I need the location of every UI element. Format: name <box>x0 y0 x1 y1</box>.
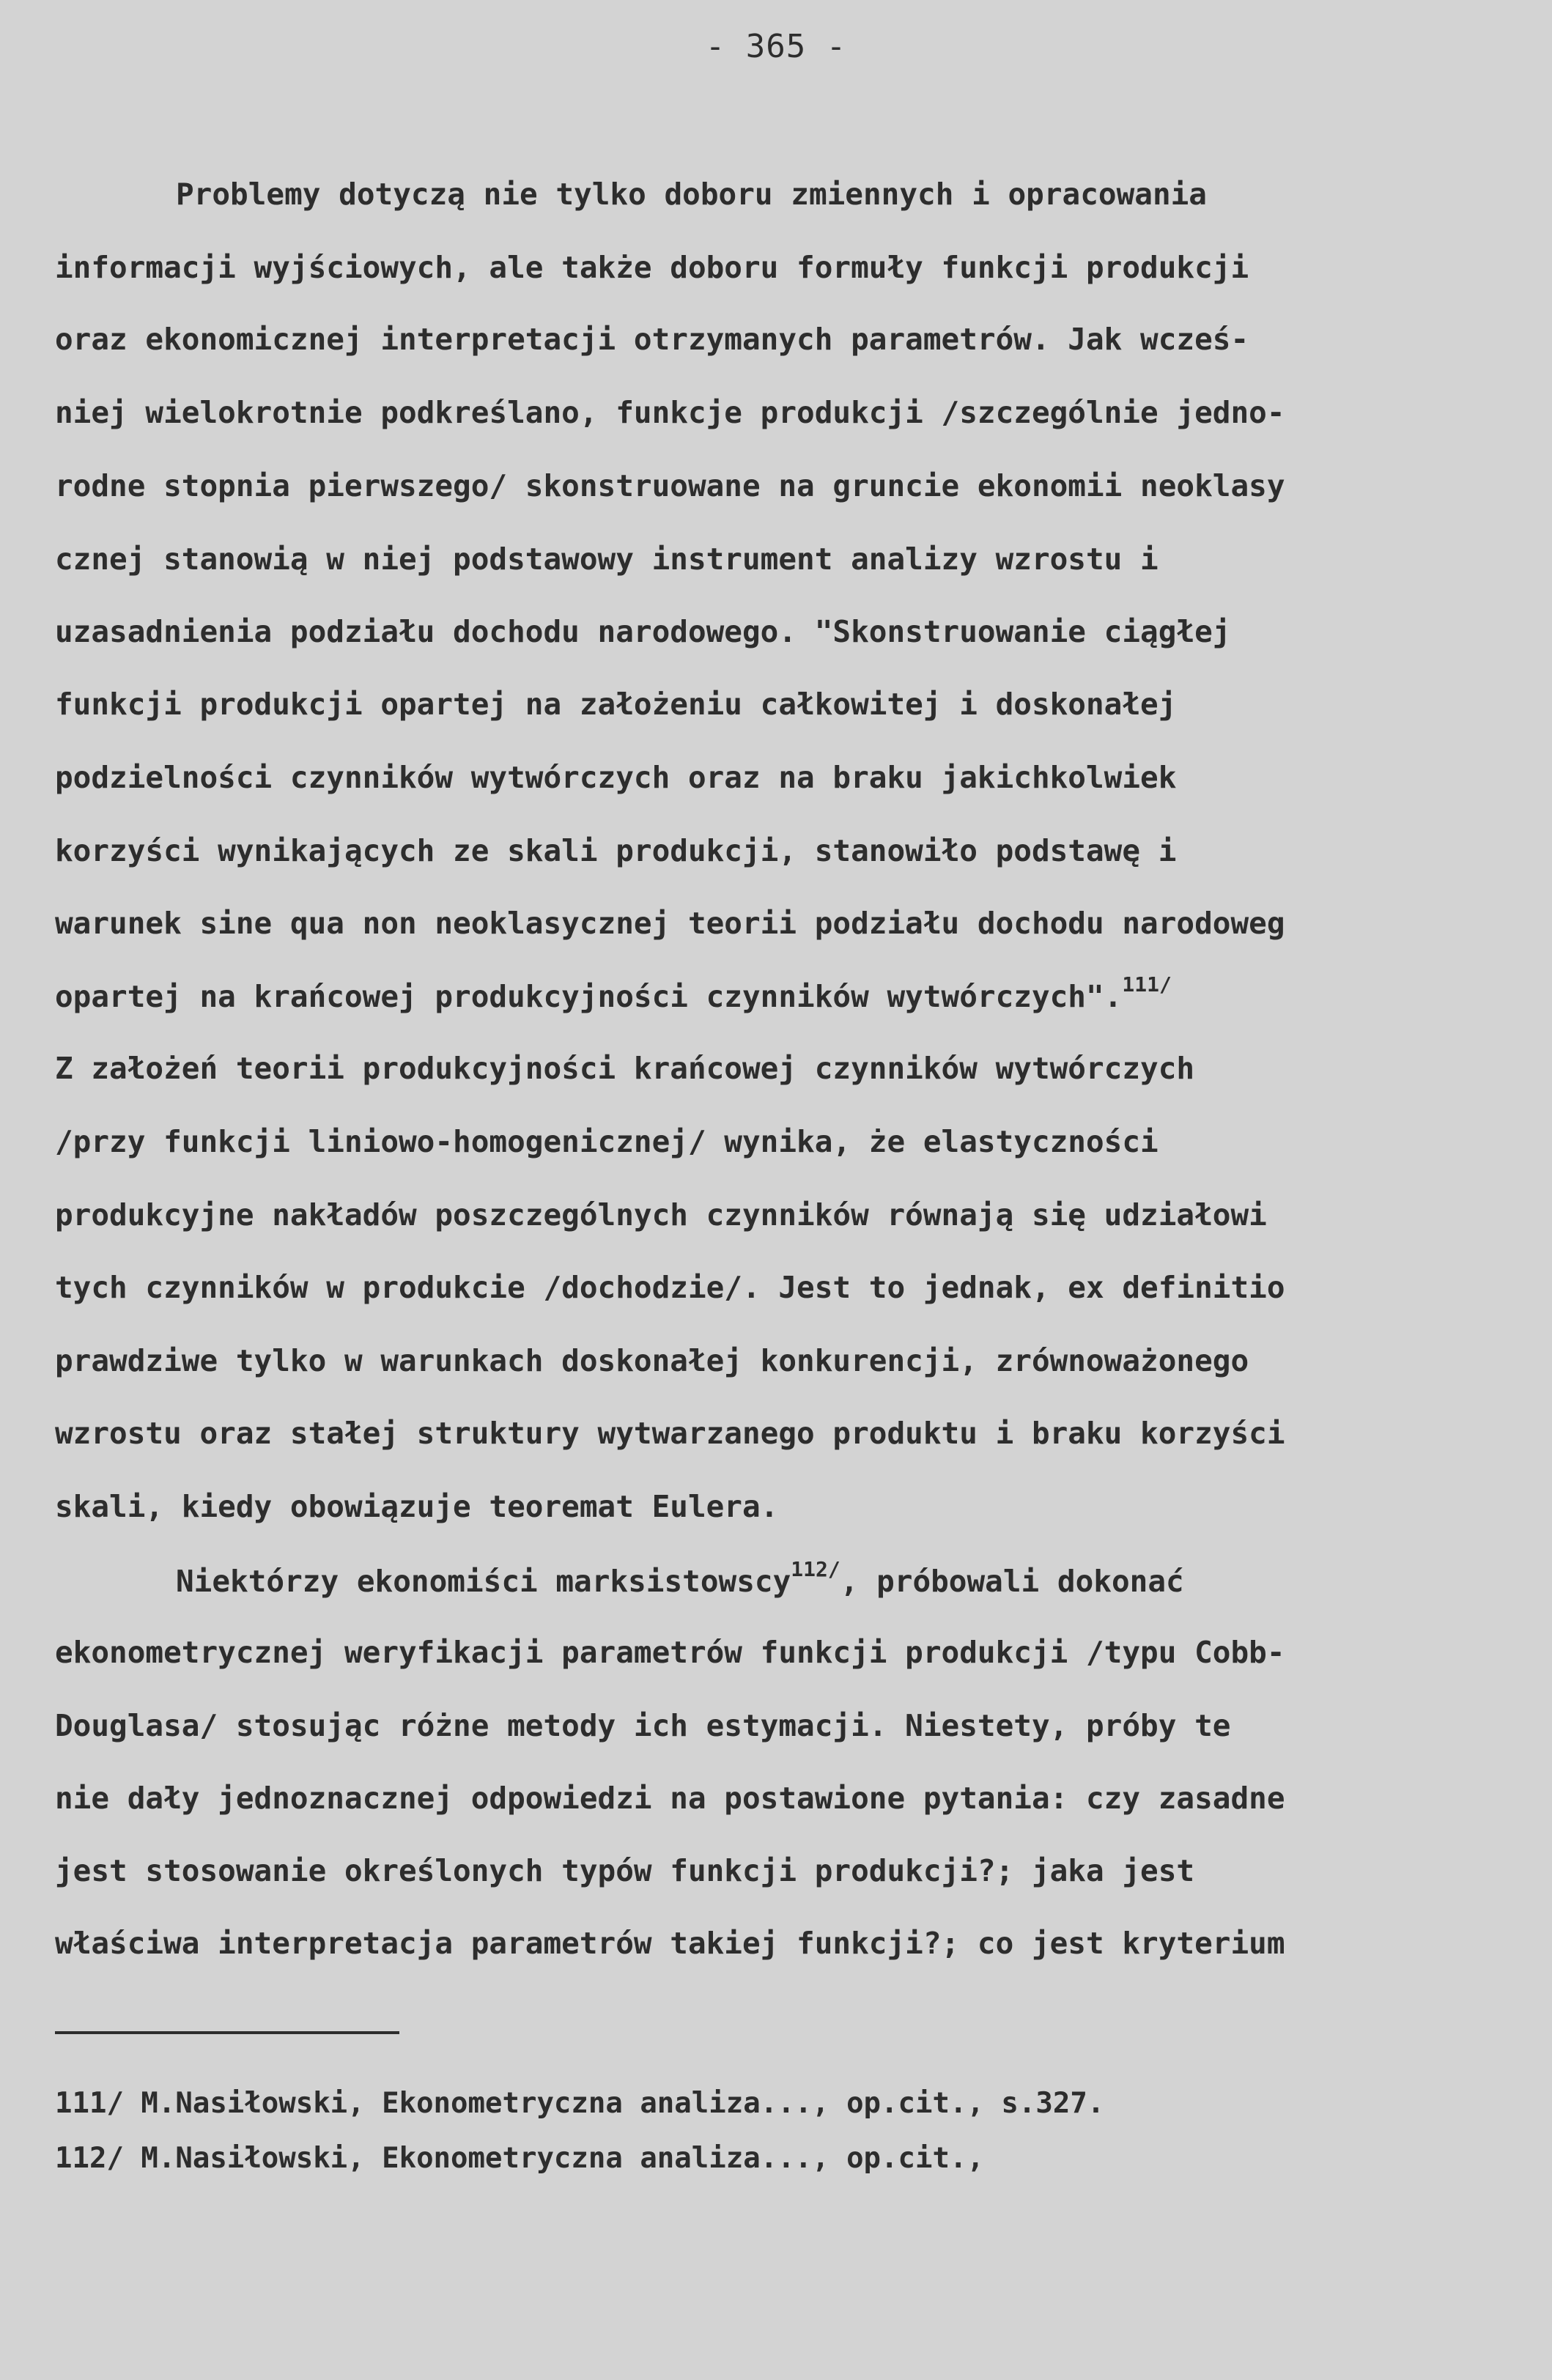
text-line: informacji wyjściowych, ale także doboru formuły funkcji produkcji <box>55 250 1249 285</box>
text-line: warunek sine qua non neoklasycznej teorii podziału dochodu narodoweg <box>55 906 1285 941</box>
text-line: /przy funkcji liniowo-homogenicznej/ wynika, że elastyczności <box>55 1124 1159 1159</box>
footnote-111: 111/ M.Nasiłowski, Ekonometryczna analiza..., op.cit., s.327. <box>55 2087 1105 2120</box>
text-line: cznej stanowią w niej podstawowy instrument analizy wzrostu i <box>55 542 1159 577</box>
text-line: rodne stopnia pierwszego/ skonstruowane na gruncie ekonomii neoklasy <box>55 468 1285 503</box>
text-line: właściwa interpretacja parametrów takiej funkcji?; co jest kryterium <box>55 1926 1285 1961</box>
text-line: nie dały jednoznacznej odpowiedzi na postawione pytania: czy zasadne <box>55 1781 1285 1816</box>
text-line-with-footnote-ref <box>176 1559 1552 1603</box>
text-line-with-footnote-ref <box>55 972 1552 1019</box>
text-line: funkcji produkcji opartej na założeniu całkowitej i doskonałej <box>55 687 1177 722</box>
text-line: Douglasa/ stosując różne metody ich estymacji. Niestety, próby te <box>55 1708 1231 1743</box>
text-line: Z założeń teorii produkcyjności krańcowej czynników wytwórczych <box>55 1051 1195 1086</box>
text-line: prawdziwe tylko w warunkach doskonałej konkurencji, zrównoważonego <box>55 1343 1249 1378</box>
text-fragment: opartej na krańcowej produkcyjności czynników wytwórczych". <box>55 979 1123 1014</box>
text-line: korzyści wynikających ze skali produkcji, stanowiło podstawę i <box>55 833 1177 868</box>
text-line: niej wielokrotnie podkreślano, funkcje produkcji /szczególnie jedno- <box>55 395 1285 430</box>
footnote-ref-112: 112/ <box>791 1557 840 1582</box>
text-line: ekonometrycznej weryfikacji parametrów funkcji produkcji /typu Cobb- <box>55 1635 1285 1670</box>
text-line: tych czynników w produkcie /dochodzie/. Jest to jednak, ex definitio <box>55 1270 1285 1305</box>
page-number: - 365 - <box>705 28 847 65</box>
text-line: wzrostu oraz stałej struktury wytwarzanego produktu i braku korzyści <box>55 1416 1285 1451</box>
text-line: produkcyjne nakładów poszczególnych czynników równają się udziałowi <box>55 1197 1267 1232</box>
text-line: podzielności czynników wytwórczych oraz na braku jakichkolwiek <box>55 760 1177 795</box>
footnote-ref-111: 111/ <box>1122 972 1172 997</box>
text-line: Problemy dotyczą nie tylko doboru zmiennych i opracowania <box>176 177 1207 212</box>
text-fragment: , próbowali dokonać <box>840 1564 1184 1599</box>
footnote-separator <box>55 2031 399 2034</box>
text-line: oraz ekonomicznej interpretacji otrzymanych parametrów. Jak wcześ- <box>55 322 1249 357</box>
text-fragment: Niektórzy ekonomiści marksistowscy <box>176 1564 791 1599</box>
text-line: skali, kiedy obowiązuje teoremat Eulera. <box>55 1489 779 1524</box>
text-line: jest stosowanie określonych typów funkcji produkcji?; jaka jest <box>55 1853 1195 1888</box>
footnote-112: 112/ M.Nasiłowski, Ekonometryczna analiza..., op.cit., <box>55 2142 984 2175</box>
text-line: uzasadnienia podziału dochodu narodowego. "Skonstruowanie ciągłej <box>55 614 1231 649</box>
